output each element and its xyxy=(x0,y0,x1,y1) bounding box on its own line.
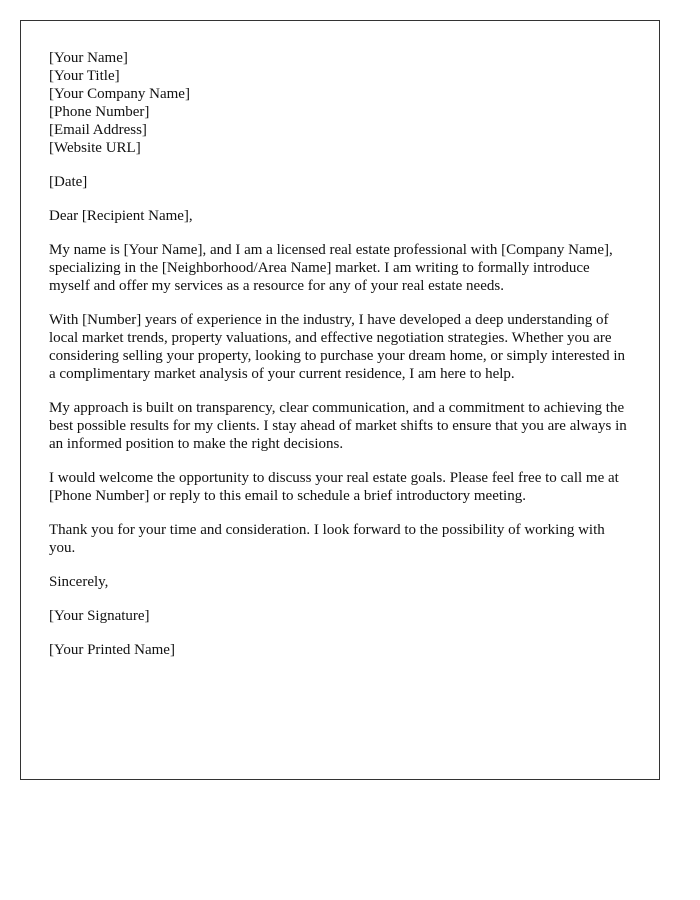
body-paragraph-experience: With [Number] years of experience in the industry, I have developed a deep understanding of local market trends, property valuations, and effective negotiation strategies. Whether you are considering selling your property, looking to purchase your dream home, or simply interested in a complimentary market analysis of your current residence, I am here to help. xyxy=(49,312,625,382)
body-paragraph-intro: My name is [Your Name], and I am a licensed real estate professional with [Company Name], specializing in the [Neighborhood/Area Name] market. I am writing to formally introduce myself and offer my services as a resource for any of your real estate needs. xyxy=(49,242,613,294)
sender-title: [Your Title] xyxy=(49,68,120,84)
sender-phone: [Phone Number] xyxy=(49,104,150,120)
salutation: Dear [Recipient Name], xyxy=(49,208,193,224)
closing: Sincerely, xyxy=(49,574,109,590)
letter-date: [Date] xyxy=(49,174,88,190)
sender-website: [Website URL] xyxy=(49,140,141,156)
sender-block xyxy=(49,49,631,157)
printed-name: [Your Printed Name] xyxy=(49,642,175,658)
signature: [Your Signature] xyxy=(49,608,150,624)
sender-name: [Your Name] xyxy=(49,50,128,66)
letter-page xyxy=(20,20,660,780)
sender-company: [Your Company Name] xyxy=(49,86,190,102)
body-paragraph-approach: My approach is built on transparency, clear communication, and a commitment to achieving the best possible results for my clients. I stay ahead of market shifts to ensure that you are always in an informed position to make the right decisions. xyxy=(49,400,627,452)
body-paragraph-call-to-action: I would welcome the opportunity to discuss your real estate goals. Please feel free to call me at [Phone Number] or reply to this email to schedule a brief introductory meeting. xyxy=(49,470,619,504)
body-paragraph-thanks: Thank you for your time and consideration. I look forward to the possibility of working with you. xyxy=(49,522,605,556)
sender-email: [Email Address] xyxy=(49,122,147,138)
